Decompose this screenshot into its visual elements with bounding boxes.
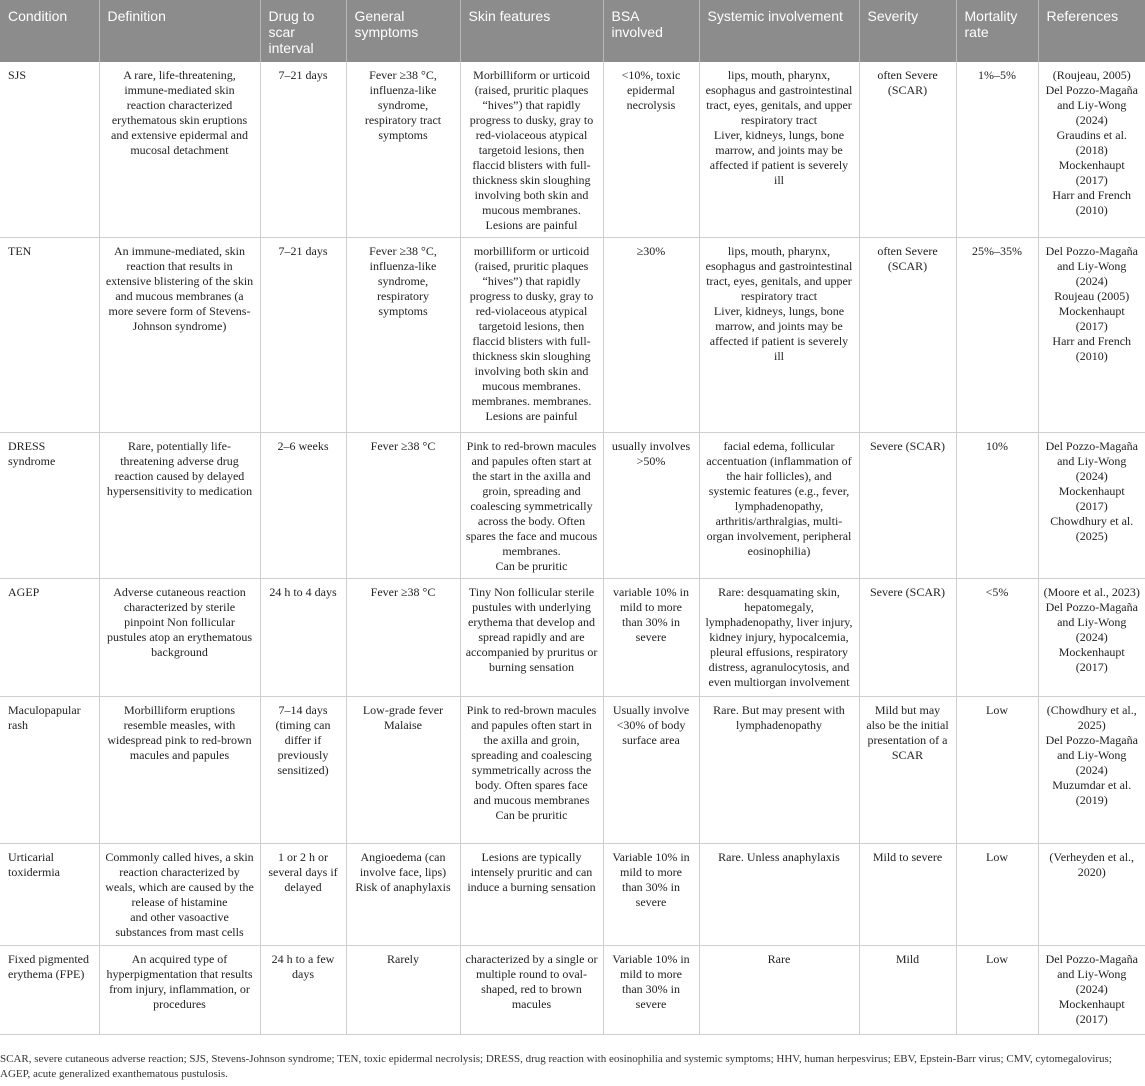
cell-skin: characterized by a single or multiple round to oval-shaped, red to brown macules <box>460 946 603 1035</box>
cell-systemic: lips, mouth, pharynx, esophagus and gastrointestinal tract, eyes, genitals, and upper respiratory tract Liver, kidneys, lungs, bone marrow, and joints may be affected if patient is severely ill <box>699 238 859 433</box>
cell-systemic: Rare. But may present with lymphadenopathy <box>699 697 859 844</box>
cell-bsa: ≥30% <box>603 238 699 433</box>
header-definition: Definition <box>99 0 260 62</box>
cell-symptoms: Fever ≥38 °C <box>346 579 460 697</box>
cell-severity: Mild to severe <box>859 844 956 946</box>
cell-skin: Morbilliform or urticoid (raised, pruritic plaques “hives”) that rapidly progress to dusky, gray to red-violaceous atypical targetoid lesions, then flaccid blisters with full-thickness skin sloughing involving both skin and mucous membranes. Lesions are painful <box>460 62 603 238</box>
table-row <box>0 946 1145 1035</box>
cell-bsa: Variable 10% in mild to more than 30% in severe <box>603 946 699 1035</box>
table-row <box>0 844 1145 946</box>
cell-severity: often Severe (SCAR) <box>859 62 956 238</box>
cell-symptoms: Fever ≥38 °C <box>346 433 460 579</box>
cell-definition: Commonly called hives, a skin reaction characterized by weals, which are caused by the release of histamine and other vasoactive substances from mast cells <box>99 844 260 946</box>
header-mortality: Mortality rate <box>956 0 1038 62</box>
cell-symptoms: Low-grade fever Malaise <box>346 697 460 844</box>
cell-bsa: variable 10% in mild to more than 30% in severe <box>603 579 699 697</box>
cell-condition: SJS <box>0 62 99 238</box>
cell-interval: 7–21 days <box>260 62 346 238</box>
cell-references: (Chowdhury et al., 2025) Del Pozzo-Magaña and Liy-Wong (2024) Muzumdar et al. (2019) <box>1038 697 1145 844</box>
cell-severity: Severe (SCAR) <box>859 579 956 697</box>
cell-definition: Rare, potentially life-threatening adverse drug reaction caused by delayed hypersensitivity to medication <box>99 433 260 579</box>
cell-condition: Fixed pigmented erythema (FPE) <box>0 946 99 1035</box>
cell-systemic: facial edema, follicular accentuation (inflammation of the hair follicles), and systemic features (e.g., fever, lymphadenopathy, arthritis/arthralgias, multi-organ involvement, peripheral eosinophilia) <box>699 433 859 579</box>
cell-bsa: Variable 10% in mild to more than 30% in severe <box>603 844 699 946</box>
cell-systemic: Rare <box>699 946 859 1035</box>
table-footnote: SCAR, severe cutaneous adverse reaction; SJS, Stevens-Johnson syndrome; TEN, toxic epidermal necrolysis; DRESS, drug reaction with eosinophilia and systemic symptoms; HHV, human herpesvirus; EBV, Epstein-Barr virus; CMV, cytomegalovirus; AGEP, acute generalized exanthematous pustulosis. <box>0 1053 1112 1080</box>
cell-definition: Morbilliform eruptions resemble measles, with widespread pink to red-brown macules and papules <box>99 697 260 844</box>
cell-mortality: Low <box>956 697 1038 844</box>
cell-interval: 24 h to 4 days <box>260 579 346 697</box>
cell-mortality: Low <box>956 844 1038 946</box>
cell-condition: Maculopapular rash <box>0 697 99 844</box>
cell-systemic: lips, mouth, pharynx, esophagus and gastrointestinal tract, eyes, genitals, and upper respiratory tract Liver, kidneys, lungs, bone marrow, and joints may be affected if patient is severely ill <box>699 62 859 238</box>
cell-skin: Lesions are typically intensely pruritic and can induce a burning sensation <box>460 844 603 946</box>
cell-systemic: Rare: desquamating skin, hepatomegaly, lymphadenopathy, liver injury, kidney injury, hypocalcemia, pleural effusions, respiratory distress, agranulocytosis, and even multiorgan involvement <box>699 579 859 697</box>
table-row <box>0 62 1145 238</box>
cell-definition: A rare, life-threatening, immune-mediated skin reaction characterized erythematous skin eruptions and extensive epidermal and mucosal detachment <box>99 62 260 238</box>
cell-bsa: <10%, toxic epidermal necrolysis <box>603 62 699 238</box>
cell-references: Del Pozzo-Magaña and Liy-Wong (2024) Mockenhaupt (2017) <box>1038 946 1145 1035</box>
header-condition: Condition <box>0 0 99 62</box>
cell-skin: Pink to red-brown macules and papules often start in the axilla and groin, spreading and coalescing symmetrically across the body. Often spares face and mucous membranes Can be pruritic <box>460 697 603 844</box>
table-row <box>0 697 1145 844</box>
cell-bsa: Usually involve <30% of body surface area <box>603 697 699 844</box>
cell-skin: Pink to red-brown macules and papules often start at the start in the axilla and groin, spreading and coalescing symmetrically across the body. Often spares the face and mucous membranes. Can be pruritic <box>460 433 603 579</box>
cell-definition: An immune-mediated, skin reaction that results in extensive blistering of the skin and mucous membranes (a more severe form of Stevens-Johnson syndrome) <box>99 238 260 433</box>
cell-mortality: 10% <box>956 433 1038 579</box>
cell-interval: 24 h to a few days <box>260 946 346 1035</box>
cell-symptoms: Rarely <box>346 946 460 1035</box>
cell-definition: Adverse cutaneous reaction characterized by sterile pinpoint Non follicular pustules atop an erythematous background <box>99 579 260 697</box>
cell-symptoms: Fever ≥38 °C, influenza-like syndrome, respiratory tract symptoms <box>346 62 460 238</box>
cell-skin: morbilliform or urticoid (raised, pruritic plaques “hives”) that rapidly progress to dusky, gray to red-violaceous atypical targetoid lesions, then flaccid blisters with full-thickness skin sloughing involving both skin and mucous membranes. membranes. membranes. Lesions are painful <box>460 238 603 433</box>
cell-condition: DRESS syndrome <box>0 433 99 579</box>
header-interval: Drug to scar interval <box>260 0 346 62</box>
cell-mortality: 1%–5% <box>956 62 1038 238</box>
table-row <box>0 579 1145 697</box>
cell-references: (Roujeau, 2005) Del Pozzo-Magaña and Liy-Wong (2024) Graudins et al. (2018) Mockenhaupt (2017) Harr and French (2010) <box>1038 62 1145 238</box>
table-row <box>0 238 1145 433</box>
cell-skin: Tiny Non follicular sterile pustules with underlying erythema that develop and spread rapidly and are accompanied by pruritus or burning sensation <box>460 579 603 697</box>
cell-condition: AGEP <box>0 579 99 697</box>
table-row <box>0 433 1145 579</box>
header-general-symptoms: General symptoms <box>346 0 460 62</box>
cell-severity: Mild but may also be the initial presentation of a SCAR <box>859 697 956 844</box>
cell-references: (Moore et al., 2023) Del Pozzo-Magaña and Liy-Wong (2024) Mockenhaupt (2017) <box>1038 579 1145 697</box>
cell-severity: often Severe (SCAR) <box>859 238 956 433</box>
header-row <box>0 0 1145 62</box>
cell-symptoms: Angioedema (can involve face, lips) Risk of anaphylaxis <box>346 844 460 946</box>
cell-condition: TEN <box>0 238 99 433</box>
header-systemic: Systemic involvement <box>699 0 859 62</box>
cell-references: Del Pozzo-Magaña and Liy-Wong (2024) Mockenhaupt (2017) Chowdhury et al. (2025) <box>1038 433 1145 579</box>
cell-condition: Urticarial toxidermia <box>0 844 99 946</box>
cell-references: Del Pozzo-Magaña and Liy-Wong (2024) Roujeau (2005) Mockenhaupt (2017) Harr and French (2010) <box>1038 238 1145 433</box>
cell-severity: Mild <box>859 946 956 1035</box>
cell-bsa: usually involves >50% <box>603 433 699 579</box>
header-severity: Severity <box>859 0 956 62</box>
header-skin-features: Skin features <box>460 0 603 62</box>
cell-interval: 7–14 days (timing can differ if previously sensitized) <box>260 697 346 844</box>
cell-mortality: Low <box>956 946 1038 1035</box>
cell-symptoms: Fever ≥38 °C, influenza-like syndrome, respiratory symptoms <box>346 238 460 433</box>
cell-interval: 2–6 weeks <box>260 433 346 579</box>
cell-severity: Severe (SCAR) <box>859 433 956 579</box>
header-bsa: BSA involved <box>603 0 699 62</box>
cell-interval: 1 or 2 h or several days if delayed <box>260 844 346 946</box>
cell-references: (Verheyden et al., 2020) <box>1038 844 1145 946</box>
cell-mortality: <5% <box>956 579 1038 697</box>
cell-definition: An acquired type of hyperpigmentation that results from injury, inflammation, or procedures <box>99 946 260 1035</box>
cell-systemic: Rare. Unless anaphylaxis <box>699 844 859 946</box>
cell-mortality: 25%–35% <box>956 238 1038 433</box>
header-references: References <box>1038 0 1145 62</box>
cell-interval: 7–21 days <box>260 238 346 433</box>
